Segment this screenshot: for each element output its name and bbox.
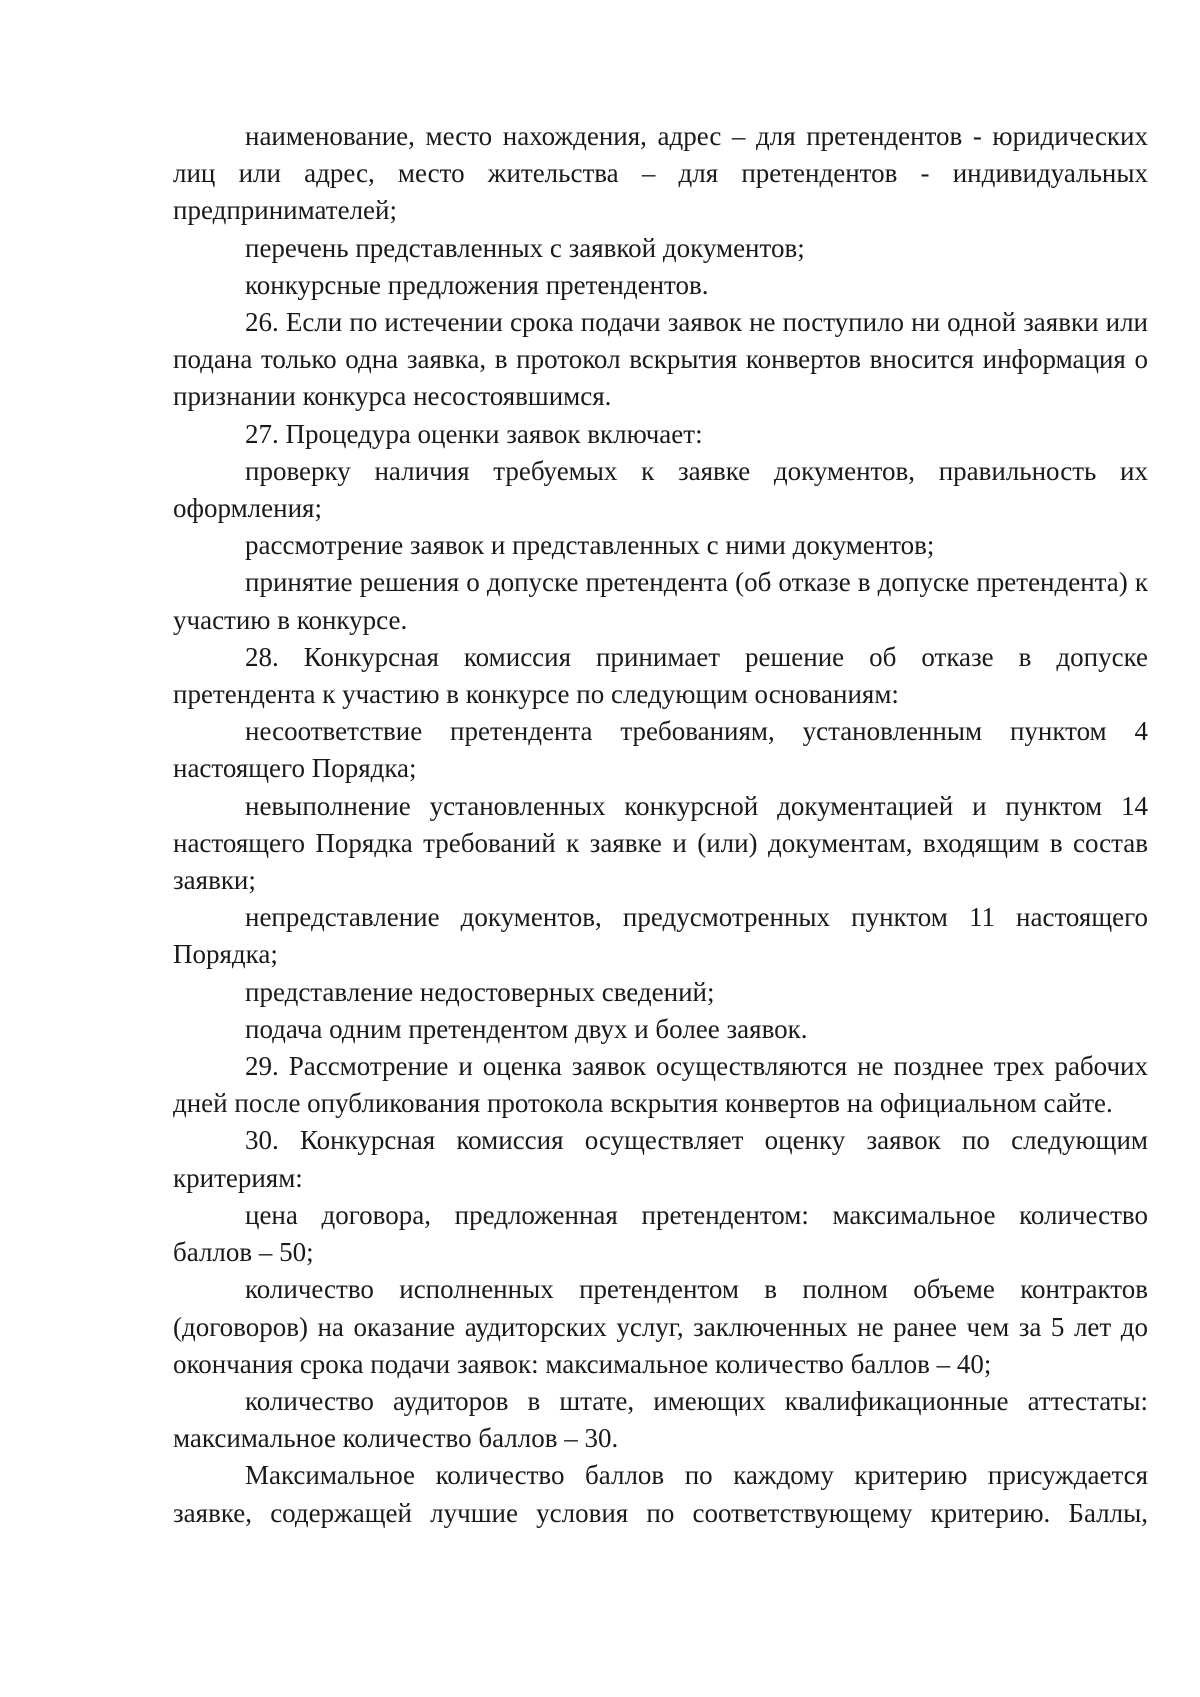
paragraph-criterion-price: цена договора, предложенная претендентом: максимальное количество баллов – 50; — [173, 1199, 1148, 1268]
paragraph-nonconformity: несоответствие претендента требованиям, установленным пунктом 4 настоящего Порядка; — [173, 716, 1148, 784]
paragraph-item-26: 26. Если по истечении срока подачи заявок не поступило ни одной заявки или подана только одна заявка, в протокол вскрытия конвертов вносится информация о признании конкурса несостоявшимся. — [173, 307, 1148, 412]
paragraph-item-29: 29. Рассмотрение и оценка заявок осуществляются не позднее трех рабочих дней после опубликования протокола вскрытия конвертов на официальном сайте. — [173, 1051, 1148, 1119]
paragraph-item-28: 28. Конкурсная комиссия принимает решение об отказе в допуске претендента к участию в конкурсе по следующим основаниям: — [173, 641, 1148, 710]
paragraph-documents-list: перечень представленных с заявкой документов; — [245, 232, 805, 263]
paragraph-missing-documents: непредставление документов, предусмотренных пунктом 11 настоящего Порядка; — [173, 902, 1148, 970]
paragraph-criterion-auditors: количество аудиторов в штате, имеющих квалификационные аттестаты: максимальное количество баллов – 30. — [173, 1385, 1148, 1454]
paragraph-max-points: Максимальное количество баллов по каждому критерию присуждается заявке, содержащей лучшие условия по соответствующему критерию. Баллы, — [173, 1460, 1148, 1528]
paragraph-check-documents: проверку наличия требуемых к заявке документов, правильность их оформления; — [173, 455, 1148, 524]
paragraph-admission-decision: принятие решения о допуске претендента (об отказе в допуске претендента) к участию в конкурсе. — [173, 567, 1148, 635]
paragraph-applicant-details: наименование, место нахождения, адрес – для претендентов - юридических лиц или адрес, место жительства – для претендентов - индивидуальных предпринимателей; — [173, 121, 1148, 226]
paragraph-criterion-contracts: количество исполненных претендентом в полном объеме контрактов (договоров) на оказание аудиторских услуг, заключенных не ранее чем за 5 лет до окончания срока подачи заявок: максимальное количество баллов – 40; — [173, 1274, 1148, 1379]
paragraph-review-applications: рассмотрение заявок и представленных с ними документов; — [245, 530, 935, 561]
paragraph-item-30: 30. Конкурсная комиссия осуществляет оценку заявок по следующим критериям: — [173, 1125, 1148, 1193]
paragraph-false-information: представление недостоверных сведений; — [245, 976, 715, 1007]
document-page — [173, 118, 1148, 1532]
paragraph-multiple-applications: подача одним претендентом двух и более заявок. — [245, 1013, 808, 1044]
paragraph-item-27: 27. Процедура оценки заявок включает: — [245, 418, 703, 449]
paragraph-requirements-failure: невыполнение установленных конкурсной документацией и пунктом 14 настоящего Порядка требований к заявке и (или) документам, входящим в состав заявки; — [173, 790, 1148, 896]
paragraph-competition-proposals: конкурсные предложения претендентов. — [245, 269, 709, 300]
